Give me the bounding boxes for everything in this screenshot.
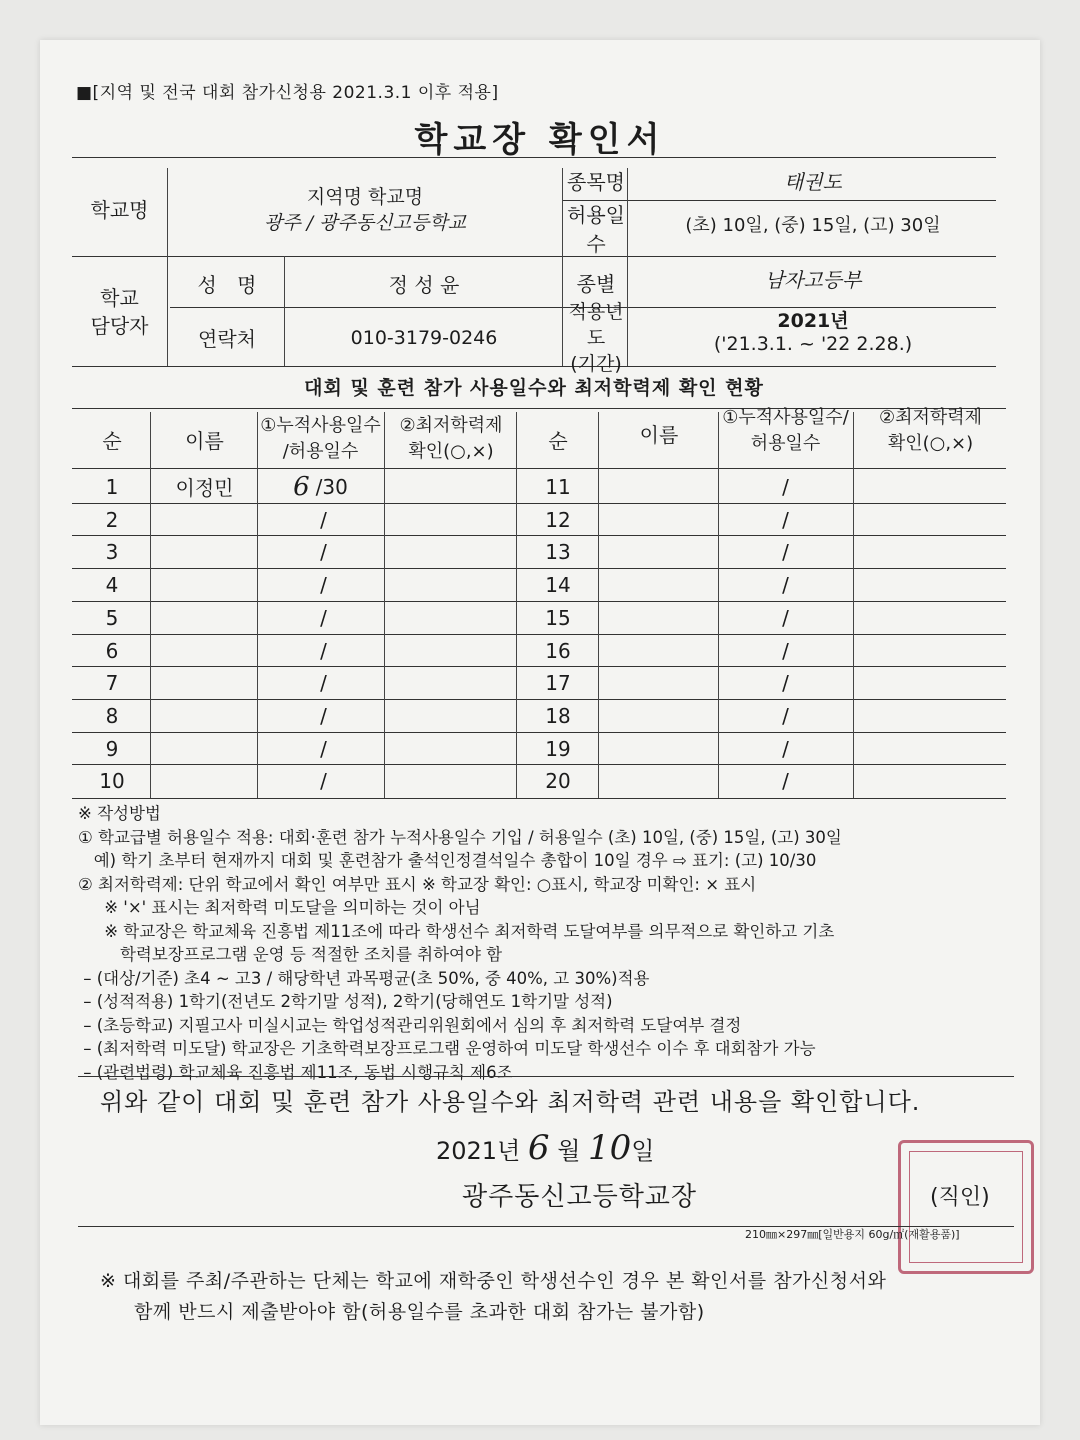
min-academic-check (855, 470, 1006, 503)
athlete-name (152, 503, 257, 536)
row-number: 18 (545, 703, 571, 728)
year-label: 적용년도 (기간) (568, 300, 624, 375)
athlete-name: 이정민 (175, 476, 234, 500)
manager-name: 정 성 윤 (388, 272, 460, 297)
instruction-line: 학력보장프로그램 운영 등 적절한 조치를 취하여야 함 (78, 945, 503, 964)
row-number: 20 (545, 768, 571, 793)
athlete-name (152, 601, 257, 634)
row-number: 10 (99, 768, 125, 793)
days-allowed: / (320, 539, 327, 564)
form-note: ■[지역 및 전국 대회 참가신청용 2021.3.1 이후 적용] (76, 83, 499, 103)
date-day-unit: 일 (631, 1137, 655, 1165)
days-used-cell (257, 601, 384, 634)
min-academic-check (386, 732, 516, 765)
instruction-line: – (최저학력 미도달) 학교장은 기초학력보장프로그램 운영하여 미도달 학생선수 이수 후 대회참가 가능 (78, 1039, 816, 1058)
min-academic-check (855, 503, 1006, 536)
athlete-name (152, 666, 257, 699)
row-number: 1 (105, 474, 119, 499)
school-label: 학교명 (90, 197, 149, 222)
athlete-name (600, 568, 718, 601)
min-academic-check (855, 634, 1006, 667)
athlete-name (600, 503, 718, 536)
row-number: 16 (545, 638, 571, 663)
days-allowed: / (320, 638, 327, 663)
instruction-line: – (대상/기준) 초4 ~ 고3 / 해당학년 과목평균(초 50%, 중 40%, 고 30%)적용 (78, 968, 650, 988)
instruction-line: 예) 학기 초부터 현재까지 대회 및 훈련참가 출석인정결석일수 총합이 10일 경우 ⇨ 표기: (고) 10/30 (78, 851, 817, 870)
date-day-handwritten: 10 (588, 1128, 632, 1168)
min-academic-check (855, 764, 1006, 797)
athlete-name (152, 764, 257, 797)
days-allowed: / (782, 474, 789, 499)
days-allowed: / (320, 670, 327, 695)
col-check-left: ②최저학력제 확인(○,×) (399, 415, 503, 462)
footer-line: ※ 대회를 주최/주관하는 단체는 학교에 재학중인 학생선수인 경우 본 확인서를 참가신청서와 (100, 1270, 887, 1292)
min-academic-check (855, 666, 1006, 699)
days-used-cell (257, 568, 384, 601)
days-allowed: / (320, 736, 327, 761)
row-number: 9 (105, 736, 119, 761)
col-days-left: ①누적사용일수 /허용일수 (260, 415, 381, 462)
athlete-name (600, 764, 718, 797)
days-allowed: / (320, 768, 327, 793)
col-name-right: 이름 (639, 422, 679, 447)
days-allowed: / (782, 736, 789, 761)
category-label: 종별 (576, 272, 616, 296)
min-academic-check (855, 568, 1006, 601)
days-used-cell (257, 535, 384, 568)
allowed-days-value: (초) 10일, (중) 15일, (고) 30일 (685, 215, 941, 236)
min-academic-check (855, 699, 1006, 732)
athlete-name (600, 666, 718, 699)
principal-title: 광주동신고등학교장 (462, 1182, 698, 1212)
min-academic-check (386, 699, 516, 732)
category-value: 남자고등부 (764, 267, 862, 292)
writing-instructions (78, 802, 1018, 1084)
submission-footer (100, 1266, 886, 1328)
min-academic-check (855, 601, 1006, 634)
status-table-title: 대회 및 훈련 참가 사용일수와 최저학력제 확인 현황 (304, 376, 764, 399)
date-year: 2021년 (436, 1137, 521, 1165)
athlete-name (600, 634, 718, 667)
athlete-name (152, 568, 257, 601)
athlete-name (152, 535, 257, 568)
days-allowed: / (782, 768, 789, 793)
instruction-line: – (관련법령) 학교체육 진흥법 제11조, 동법 시행규칙 제6조 (78, 1062, 513, 1082)
row-number: 4 (105, 572, 119, 597)
date-month-handwritten: 6 (527, 1128, 550, 1168)
min-academic-check (386, 503, 516, 536)
instruction-line: ① 학교급별 허용일수 적용: 대회·훈련 참가 누적사용일수 기입 / 허용일수 (초) 10일, (중) 15일, (고) 30일 (78, 827, 842, 847)
school-value: 광주 / 광주동신고등학교 (263, 211, 467, 234)
days-allowed: / (782, 605, 789, 630)
footer-line: 함께 반드시 제출받아야 함(허용일수를 초과한 대회 참가는 불가함) (134, 1301, 705, 1323)
row-number: 5 (105, 605, 119, 630)
row-number: 7 (105, 670, 119, 695)
paper-size-note: 210㎜×297㎜[일반용지 60g/㎡(재활용품)] (745, 1228, 960, 1241)
athlete-name (152, 732, 257, 765)
days-used-handwritten: 6 (293, 471, 310, 502)
athlete-name (600, 699, 718, 732)
athlete-name (600, 601, 718, 634)
days-allowed: / (782, 670, 789, 695)
instruction-line: ② 최저학력제: 단위 학교에서 확인 여부만 표시 ※ 학교장 확인: ○표시, 학교장 미확인: × 표시 (78, 874, 757, 894)
instruction-line: – (초등학교) 지필고사 미실시교는 학업성적관리위원회에서 심의 후 최저학력 도달여부 결정 (78, 1015, 742, 1035)
row-number: 6 (105, 638, 119, 663)
row-number: 12 (545, 507, 571, 532)
instruction-line: ※ 작성방법 (78, 804, 161, 823)
col-days-right: ①누적사용일수/ 허용일수 (722, 407, 849, 454)
min-academic-check (386, 535, 516, 568)
min-academic-check (386, 470, 516, 503)
days-used-cell (257, 666, 384, 699)
name-label: 성 명 (197, 272, 257, 297)
days-allowed: / (782, 572, 789, 597)
sport-label: 종목명 (567, 169, 625, 194)
allowed-days-label: 허용일수 (567, 203, 625, 256)
row-number: 15 (545, 605, 571, 630)
days-used-cell (257, 503, 384, 536)
contact-label: 연락처 (198, 327, 256, 351)
col-no-left: 순 (102, 428, 122, 453)
days-allowed: / (320, 572, 327, 597)
days-allowed: / (782, 638, 789, 663)
manager-label: 학교 담당자 (90, 286, 149, 338)
seal-text: (직인) (930, 1185, 990, 1210)
col-no-right: 순 (548, 428, 568, 453)
instruction-line: – (성적적용) 1학기(전년도 2학기말 성적), 2학기(당해연도 1학기말 성적) (78, 992, 613, 1011)
min-academic-check (386, 764, 516, 797)
row-number: 17 (545, 670, 571, 695)
confirmation-statement: 위와 같이 대회 및 훈련 참가 사용일수와 최저학력 관련 내용을 확인합니다. (100, 1088, 921, 1116)
days-used-cell (257, 634, 384, 667)
date-month-unit: 월 (557, 1137, 581, 1165)
row-number: 14 (545, 572, 571, 597)
days-allowed: / (320, 703, 327, 728)
row-number: 2 (105, 507, 119, 532)
row-number: 3 (105, 539, 119, 564)
days-allowed: /30 (315, 474, 348, 499)
days-allowed: / (782, 703, 789, 728)
row-number: 13 (545, 539, 571, 564)
document-title: 학교장 확인서 (414, 120, 666, 160)
min-academic-check (386, 634, 516, 667)
sport-value: 태권도 (784, 169, 842, 194)
days-used-cell (257, 764, 384, 797)
col-name-left: 이름 (185, 428, 224, 453)
days-allowed: / (320, 605, 327, 630)
days-used-cell (257, 699, 384, 732)
period-value: ('21.3.1. ~ '22 2.28.) (713, 333, 913, 355)
days-allowed: / (782, 539, 789, 564)
days-allowed: / (320, 507, 327, 532)
contact-value: 010-3179-0246 (350, 326, 498, 349)
min-academic-check (386, 601, 516, 634)
col-check-right: ②최저학력제 확인(○,×) (878, 407, 983, 454)
row-number: 19 (545, 736, 571, 761)
min-academic-check (386, 666, 516, 699)
athlete-name (600, 470, 718, 503)
min-academic-check (855, 535, 1006, 568)
year-value: 2021년 (777, 309, 849, 332)
athlete-name (600, 535, 718, 568)
athlete-name (152, 699, 257, 732)
min-academic-check (386, 568, 516, 601)
min-academic-check (855, 732, 1006, 765)
athlete-name (600, 732, 718, 765)
days-used-cell (257, 732, 384, 765)
days-used-cell (257, 470, 384, 503)
instruction-line: ※ 학교장은 학교체육 진흥법 제11조에 따라 학생선수 최저학력 도달여부를 의무적으로 확인하고 기초 (78, 921, 835, 941)
days-allowed: / (782, 507, 789, 532)
athlete-name (152, 634, 257, 667)
row-number: 8 (105, 703, 119, 728)
school-region-header: 지역명 학교명 (306, 185, 424, 208)
instruction-line: ※ '×' 표시는 최저학력 미도달을 의미하는 것이 아님 (78, 898, 481, 917)
row-number: 11 (545, 474, 571, 499)
issue-date (436, 1128, 654, 1168)
